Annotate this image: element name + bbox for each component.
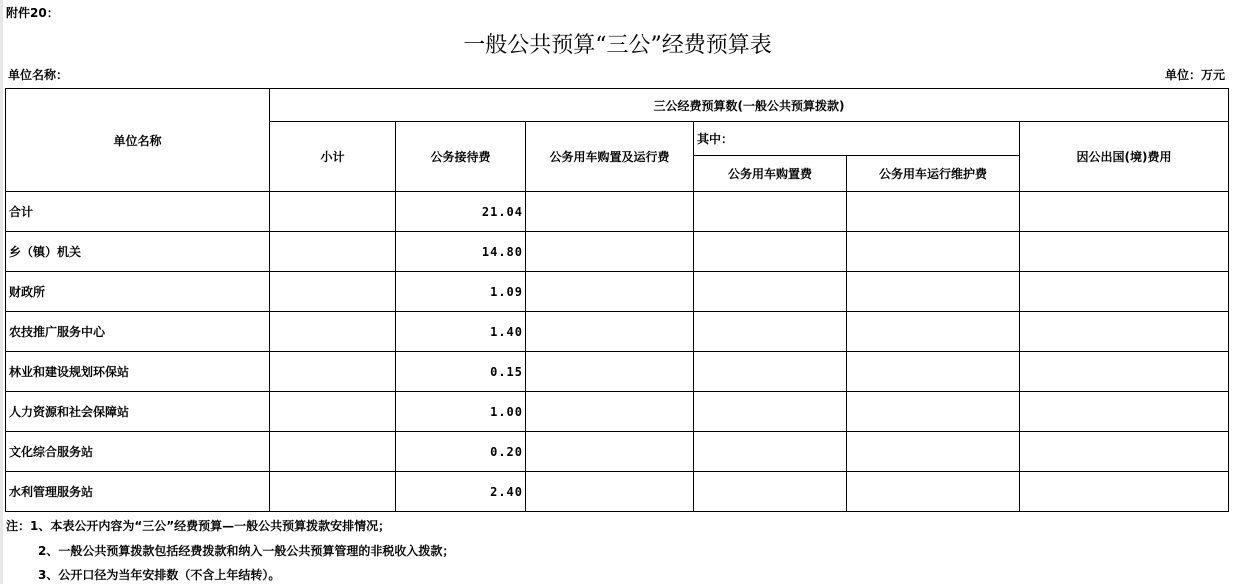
row-reception: 1.00 [396,392,526,432]
row-vehicle-purchase [694,232,847,272]
table-row [6,432,1229,472]
header-vehicle: 公务用车购置及运行费 [526,122,694,192]
header-group: 三公经费预算数(一般公共预算拨款) [270,89,1229,122]
row-vehicle-operation [847,232,1020,272]
row-reception: 21.04 [396,192,526,232]
row-subtotal [270,352,396,392]
row-vehicle-operation [847,192,1020,232]
row-vehicle-purchase [694,392,847,432]
row-vehicle-purchase [694,312,847,352]
row-vehicle [526,312,694,352]
header-of-which: 其中： [694,122,1020,156]
row-abroad [1020,472,1229,512]
row-vehicle [526,352,694,392]
unit-label: 单位：万元 [1164,68,1225,82]
row-name: 财政所 [6,272,270,312]
table-row [6,192,1229,232]
row-vehicle [526,232,694,272]
row-name: 乡（镇）机关 [6,232,270,272]
note-3: 3、公开口径为当年安排数（不含上年结转）。 [38,568,281,582]
row-vehicle-purchase [694,352,847,392]
row-vehicle-purchase [694,472,847,512]
row-vehicle-operation [847,272,1020,312]
note-2: 2、一般公共预算拨款包括经费拨款和纳入一般公共预算管理的非税收入拨款； [38,544,455,558]
table-row [6,272,1229,312]
row-abroad [1020,272,1229,312]
row-subtotal [270,312,396,352]
row-vehicle [526,192,694,232]
row-subtotal [270,192,396,232]
row-name: 水利管理服务站 [6,472,270,512]
row-name: 人力资源和社会保障站 [6,392,270,432]
row-name: 合计 [6,192,270,232]
row-vehicle-operation [847,472,1020,512]
table-row [6,392,1229,432]
header-unit-name: 单位名称 [6,89,270,192]
row-vehicle-purchase [694,272,847,312]
row-vehicle [526,472,694,512]
budget-table [5,88,1229,512]
row-reception: 14.80 [396,232,526,272]
row-reception: 1.40 [396,312,526,352]
page-title: 一般公共预算“三公”经费预算表 [463,33,772,58]
table-row [6,352,1229,392]
header-vehicle-operation: 公务用车运行维护费 [847,156,1020,192]
attachment-label: 附件20： [6,6,59,20]
row-name: 林业和建设规划环保站 [6,352,270,392]
row-vehicle-operation [847,392,1020,432]
row-abroad [1020,312,1229,352]
sheet-left-edge [0,0,3,584]
row-abroad [1020,392,1229,432]
row-subtotal [270,392,396,432]
table-row [6,472,1229,512]
header-reception: 公务接待费 [396,122,526,192]
row-vehicle-operation [847,352,1020,392]
row-subtotal [270,272,396,312]
row-vehicle [526,432,694,472]
row-abroad [1020,232,1229,272]
row-reception: 0.20 [396,432,526,472]
row-name: 农技推广服务中心 [6,312,270,352]
row-vehicle-purchase [694,432,847,472]
header-abroad: 因公出国(境)费用 [1020,122,1229,192]
row-name: 文化综合服务站 [6,432,270,472]
row-subtotal [270,432,396,472]
row-reception: 1.09 [396,272,526,312]
unit-name-label: 单位名称： [8,68,69,82]
row-vehicle [526,392,694,432]
row-vehicle [526,272,694,312]
header-subtotal: 小计 [270,122,396,192]
row-abroad [1020,432,1229,472]
row-reception: 2.40 [396,472,526,512]
row-abroad [1020,352,1229,392]
row-vehicle-operation [847,312,1020,352]
row-subtotal [270,472,396,512]
row-vehicle-operation [847,432,1020,472]
row-reception: 0.15 [396,352,526,392]
header-vehicle-purchase: 公务用车购置费 [694,156,847,192]
row-vehicle-purchase [694,192,847,232]
row-abroad [1020,192,1229,232]
table-row [6,312,1229,352]
row-subtotal [270,232,396,272]
note-1: 注：1、本表公开内容为“三公”经费预算—一般公共预算拨款安排情况； [6,519,391,533]
table-row [6,232,1229,272]
